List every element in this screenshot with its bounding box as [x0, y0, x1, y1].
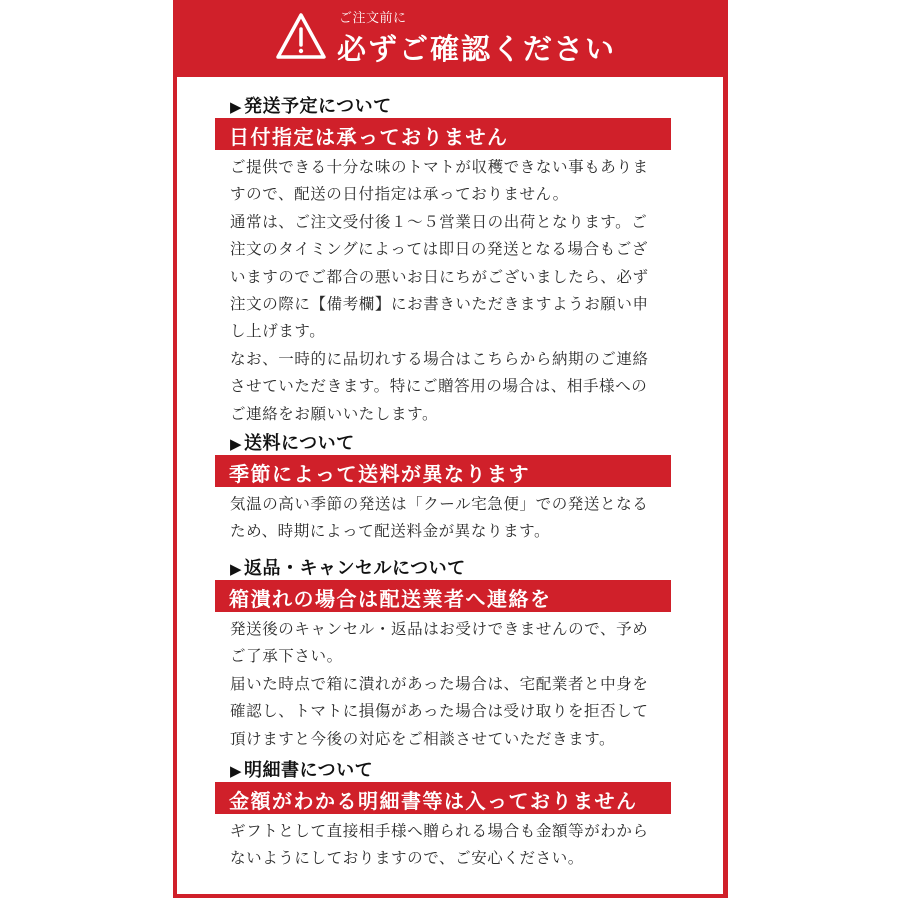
body-line: ご連絡をお願いいたします。 — [230, 404, 439, 423]
body-line: し上げます。 — [230, 322, 326, 341]
warning-triangle-icon — [275, 12, 327, 60]
section-heading — [230, 92, 392, 118]
section-highlight-text: 金額がわかる明細書等は入っておりません — [229, 789, 638, 813]
section-body — [230, 154, 680, 428]
section-body — [230, 491, 680, 546]
triangle-marker-icon: ▶ — [230, 435, 243, 453]
body-line: ご提供できる十分な味のトマトが収穫できない事もありま — [230, 158, 649, 176]
body-line: すので、配送の日付指定は承っておりません。 — [230, 185, 569, 204]
body-line: ギフトとして直接相手様へ贈られる場合も金額等がわから — [230, 822, 649, 840]
section-highlight-bar — [215, 580, 671, 612]
section-body — [230, 818, 680, 873]
section-highlight-text: 日付指定は承っておりません — [229, 125, 509, 149]
section-highlight-text: 季節によって送料が異なります — [229, 462, 530, 486]
notice-card — [173, 0, 728, 898]
body-line: 注文の際に【備考欄】にお書きいただきますようお願い申 — [230, 295, 649, 314]
header-title: 必ずご確認ください — [337, 32, 617, 66]
section-heading-text: 送料について — [244, 433, 355, 454]
body-line: 注文のタイミングによっては即日の発送となる場合もござ — [230, 240, 648, 259]
section-highlight-bar — [215, 782, 671, 814]
notice-header — [173, 0, 728, 77]
body-line: なお、一時的に品切れする場合はこちらから納期のご連絡 — [230, 349, 649, 368]
body-line: 確認し、トマトに損傷があった場合は受け取りを拒否して — [230, 702, 649, 721]
triangle-marker-icon: ▶ — [230, 98, 243, 116]
body-line: 頂けますと今後の対応をご相談させていただきます。 — [230, 729, 616, 748]
triangle-marker-icon: ▶ — [230, 560, 243, 578]
section-highlight-bar — [215, 455, 671, 487]
section-heading — [230, 554, 466, 580]
section-heading-text: 明細書について — [244, 760, 374, 781]
section-highlight-text: 箱潰れの場合は配送業者へ連絡を — [229, 587, 552, 611]
body-line: 通常は、ご注文受付後１～５営業日の出荷となります。ご — [230, 212, 648, 231]
section-body — [230, 616, 680, 753]
section-heading-text: 返品・キャンセルについて — [244, 558, 466, 579]
section-heading — [230, 429, 355, 455]
body-line: させていただきます。特にご贈答用の場合は、相手様への — [230, 377, 648, 396]
body-line: ご了承下さい。 — [230, 647, 343, 666]
triangle-marker-icon: ▶ — [230, 762, 243, 780]
section-highlight-bar — [215, 118, 671, 150]
header-subtitle: ご注文前に — [339, 11, 407, 26]
body-line: 発送後のキャンセル・返品はお受けできませんので、予め — [230, 620, 649, 638]
body-line: いますのでご都合の悪いお日にちがございましたら、必ず — [230, 267, 649, 286]
section-heading — [230, 756, 373, 782]
body-line: 気温の高い季節の発送は「クール宅急便」での発送となる — [230, 495, 649, 513]
body-line: ため、時期によって配送料金が異なります。 — [230, 522, 551, 541]
body-line: 届いた時点で箱に潰れがあった場合は、宅配業者と中身を — [230, 674, 649, 693]
section-heading-text: 発送予定について — [244, 96, 392, 117]
body-line: ないようにしておりますので、ご安心ください。 — [230, 849, 584, 868]
